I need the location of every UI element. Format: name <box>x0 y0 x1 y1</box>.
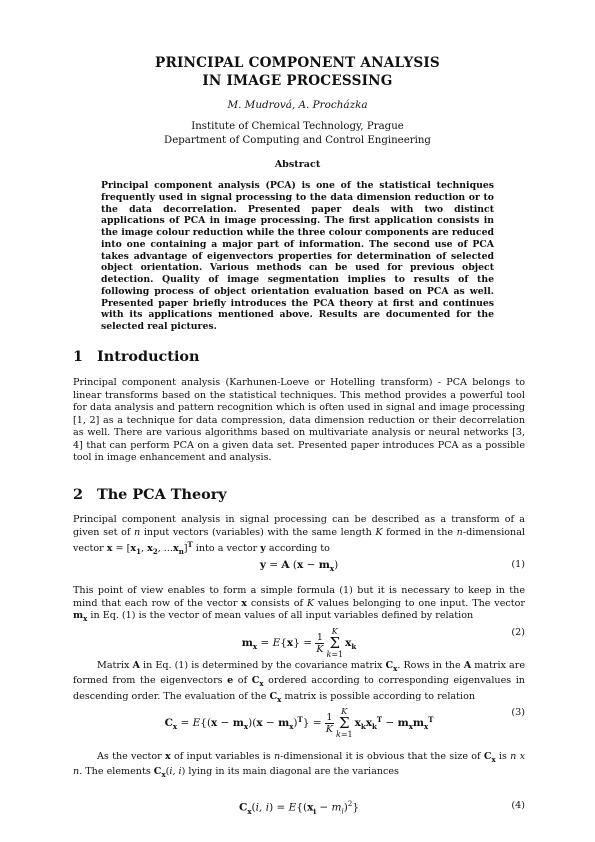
equation-4-formula: $C_x(i$, $i) = E\{(x_i - m_i)^2\}$ <box>239 800 359 816</box>
section-2-paragraph-1: Principal component analysis in signal processing can be described as a transform of a given set of n input vectors (variables) with the same length K formed in the n-dimensional vector $x = [x_1$, $x_2$, $...x_n]^T$ into a vector y according to <box>73 514 525 557</box>
equation-3-number: (3) <box>511 707 525 718</box>
equation-4 <box>73 794 525 824</box>
section-2-heading <box>73 486 227 503</box>
equation-1-number: (1) <box>511 559 525 570</box>
section-1-title: Introduction <box>97 348 200 365</box>
abstract-text: Principal component analysis (PCA) is one of the statistical techniques frequently used in signal processing to the data dimension reduction or to the data decorrelation. Presented paper deals with two distinct applications of PCA in image processing. The first application consists in the image colour reduction while the three colour components are reduced into one containing a major part of information. The second use of PCA takes advantage of eigenvectors properties for determination of selected object orientation. Various methods can be used for previous object detection. Quality of image segmentation implies to results of the following process of object orientation evaluation based on PCA as well. Presented paper briefly introduces the PCA theory at first and continues with its applications mentioned above. Results are documented for the selected real pictures. <box>101 180 495 332</box>
equation-1 <box>73 553 525 583</box>
affiliation-department: Department of Computing and Control Engineering <box>164 135 431 146</box>
section-1-paragraph: Principal component analysis (Karhunen-Loeve or Hotelling transform) - PCA belongs to linear transforms based on the statistical techniques. This method provides a powerful tool for data analysis and pattern recognition which is often used in signal and image processing [1, 2] as a technique for data compression, data dimension reduction or their decorrelation as well. There are various algorithms based on multivariate analysis or neural networks [3, 4] that can perform PCA on a given data set. Presented paper introduces PCA as a possible tool in image enhancement and analysis. <box>73 377 525 463</box>
equation-3 <box>73 693 525 737</box>
section-2-paragraph-2: This point of view enables to form a simple formula (1) but it is necessary to keep in the mind that each row of the vector x consists of K values belonging to one input. The vector $m_x$ in Eq. (1) is the vector of mean values of all input variables defined by relation <box>73 585 525 623</box>
abstract-heading: Abstract <box>274 159 321 170</box>
equation-3-formula: $C_x = E\{(x - m_x)(x - m_x)^T\}$ = $\frac{1}{K}$ K Σ $k=1x_kx_k^T - m_xm_x^T$ <box>164 707 434 739</box>
equation-2 <box>73 613 525 659</box>
section-2-number: 2 <box>73 486 84 503</box>
equation-2-number: (2) <box>511 627 525 638</box>
paper-title-line1: PRINCIPAL COMPONENT ANALYSIS <box>155 55 440 71</box>
section-1-heading <box>73 348 199 365</box>
equation-2-formula: $m_x = E\{x\}$ = $\frac{1}{K}$ K Σ $k=1x_k$ <box>241 627 357 659</box>
section-2-paragraph-3: Matrix A in Eq. (1) is determined by the covariance matrix $C_x$. Rows in the A matrix are formed from the eigenvectors e of $C_x$ ordered according to corresponding eigenvalues in descending order. The evaluation of the $C_x$ matrix is possible according to relation <box>73 660 525 704</box>
paper-authors: M. Mudrová, A. Procházka <box>227 99 368 111</box>
section-2-title: The PCA Theory <box>97 486 227 503</box>
section-1-number: 1 <box>73 348 84 365</box>
section-2-paragraph-4: As the vector x of input variables is n-dimensional it is obvious that the size of $C_x$ is n x n. The elements $C_x(i$, i) lying in its main diagonal are the variances <box>73 751 525 780</box>
equation-4-number: (4) <box>511 800 525 811</box>
paper-title-line2: IN IMAGE PROCESSING <box>202 73 393 89</box>
equation-1-formula: y = A $(x - m_x)$ <box>259 559 339 574</box>
affiliation-institute: Institute of Chemical Technology, Prague <box>191 121 404 132</box>
